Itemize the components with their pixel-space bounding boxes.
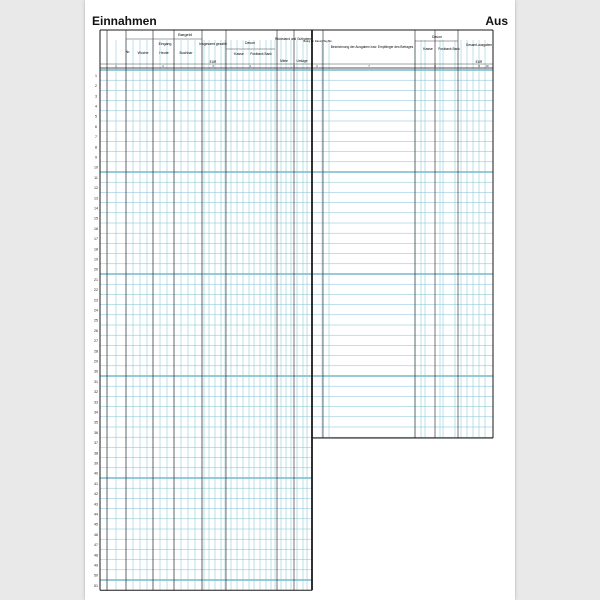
header-davon-right: Davon — [431, 35, 443, 39]
page-title-expenses: Aus — [485, 14, 508, 28]
row-number: 26 — [94, 328, 98, 333]
header-gesamtausgaben: Gesamt-ausgaben — [465, 43, 493, 47]
column-number: 5 — [293, 64, 295, 68]
column-numbers — [115, 64, 489, 68]
row-number: 33 — [94, 400, 98, 405]
header-umlage: Umlage — [296, 59, 308, 63]
row-number: 39 — [94, 461, 98, 466]
header-beleg: Beleg Nr. Datum Tag Mo. — [303, 40, 333, 43]
row-number: 12 — [94, 186, 98, 191]
row-number: 4 — [95, 104, 97, 109]
row-number: 21 — [94, 277, 98, 282]
row-number: 37 — [94, 441, 98, 446]
column-headers — [126, 32, 493, 64]
header-postbank-bank: Postbank Bank — [250, 52, 272, 56]
row-number: 44 — [94, 512, 98, 517]
column-number: 6 — [316, 64, 318, 68]
column-number: 2 — [162, 64, 164, 68]
row-number: 11 — [94, 175, 98, 180]
row-number: 41 — [94, 481, 98, 486]
row-number: 7 — [95, 135, 97, 140]
header-rueckstand: Rückstand und Guthaben — [274, 37, 312, 41]
row-number: 40 — [94, 471, 98, 476]
row-number: 50 — [94, 573, 98, 578]
header-kasse-right: Kasse — [423, 47, 433, 51]
page-title-income: Einnahmen — [92, 14, 157, 28]
header-bargeld: Bargeld — [178, 32, 192, 37]
grid-lines — [100, 30, 493, 590]
ledger-sheet — [85, 0, 515, 600]
column-number: 3 — [212, 64, 214, 68]
row-number: 23 — [94, 298, 98, 303]
row-numbers — [94, 74, 98, 588]
row-number: 30 — [94, 369, 98, 374]
column-number: 8 — [434, 64, 436, 68]
row-number: 36 — [94, 430, 98, 435]
header-lfd-nr: Nr. — [125, 50, 131, 54]
row-number: 13 — [94, 196, 98, 201]
row-number: 9 — [95, 155, 97, 160]
column-number: 10 — [485, 64, 489, 68]
row-number: 34 — [94, 410, 98, 415]
row-number: 6 — [95, 124, 97, 129]
row-number: 43 — [94, 502, 98, 507]
row-number: 16 — [94, 226, 98, 231]
header-insgesamt-gezahlt: Insgesamt gezahlt — [199, 42, 227, 46]
row-number: 47 — [94, 543, 98, 548]
row-number: 25 — [94, 318, 98, 323]
row-number: 18 — [94, 247, 98, 252]
header-kasse: Kasse — [234, 52, 244, 56]
row-number: 48 — [94, 553, 98, 558]
row-number: 22 — [94, 288, 98, 293]
row-number: 15 — [94, 216, 98, 221]
header-buchbar: Buchbar — [179, 51, 193, 55]
row-number: 20 — [94, 267, 98, 272]
row-number: 19 — [94, 257, 98, 262]
row-number: 29 — [94, 359, 98, 364]
row-number: 49 — [94, 563, 98, 568]
header-eur-right: EUR — [475, 60, 483, 64]
header-postbank-right: Postbank Bank — [438, 47, 460, 51]
row-number: 51 — [94, 583, 98, 588]
row-number: 32 — [94, 390, 98, 395]
row-number: 35 — [94, 420, 98, 425]
column-number: 9 — [478, 64, 480, 68]
row-number: 42 — [94, 492, 98, 497]
header-eur-left: EUR — [209, 60, 217, 64]
row-number: 45 — [94, 522, 98, 527]
row-number: 8 — [95, 145, 97, 150]
row-number: 1 — [95, 73, 97, 78]
header-bezeichnung: Bezeichnung der Ausgaben bzw. Empfänger des Betrages — [330, 45, 414, 49]
row-number: 28 — [94, 349, 98, 354]
row-number: 3 — [95, 94, 97, 99]
row-number: 17 — [94, 237, 98, 242]
header-davon: Davon — [244, 41, 256, 45]
row-number: 10 — [94, 165, 98, 170]
row-number: 46 — [94, 532, 98, 537]
column-number: 1 — [115, 64, 117, 68]
row-number: 24 — [94, 308, 98, 313]
column-number: 7 — [368, 64, 370, 68]
ledger-grid — [85, 0, 515, 600]
row-number: 5 — [95, 114, 97, 119]
row-number: 31 — [94, 379, 98, 384]
row-number: 38 — [94, 451, 98, 456]
header-eingang: Eingang — [158, 42, 172, 46]
row-number: 14 — [94, 206, 98, 211]
header-miete: Miete — [280, 59, 288, 63]
header-heute: Heute — [159, 51, 169, 55]
row-number: 2 — [95, 84, 97, 89]
column-number: 4 — [249, 64, 251, 68]
header-woche: Woche — [137, 51, 149, 55]
row-number: 27 — [94, 339, 98, 344]
